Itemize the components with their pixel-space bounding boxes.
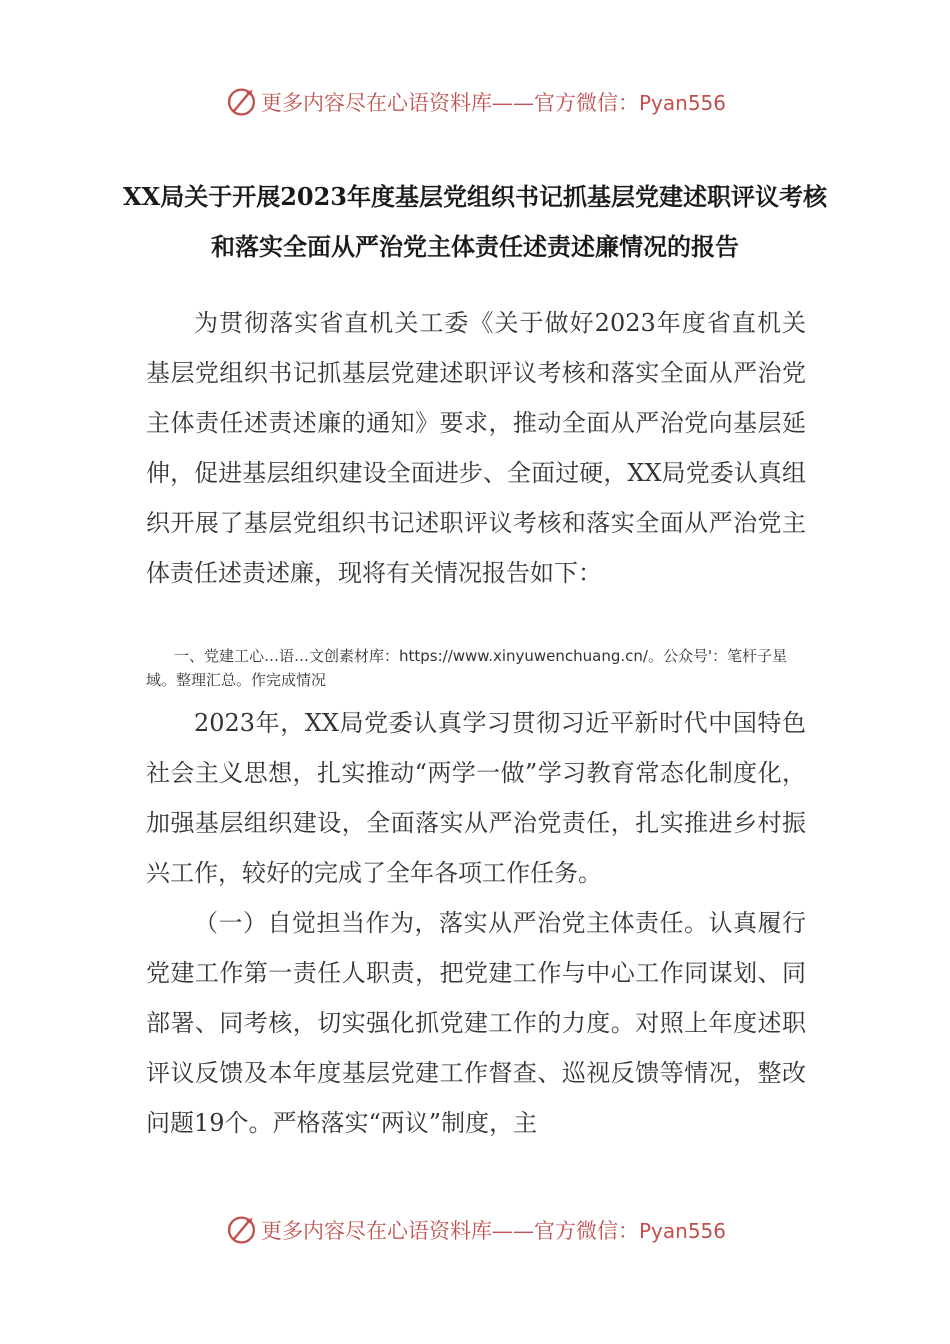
banner-wechat: Pyan556 — [638, 1219, 726, 1243]
header-banner — [226, 82, 726, 122]
pen-logo-icon — [226, 1211, 257, 1249]
paragraph-summary: 2023年，XX局党委认真学习贯彻习近平新时代中国特色社会主义思想，扎实推动“两学一做”学习教育常态化制度化，加强基层组织建设，全面落实从严治党责任，扎实推进乡村振兴工作，较好的完成了全年各项工作任务。 — [146, 709, 806, 887]
banner-wechat: Pyan556 — [638, 91, 726, 115]
paragraph-section-1: （一）自觉担当作为，落实从严治党主体责任。认真履行党建工作第一责任人职责，把党建工作与中心工作同谋划、同部署、同考核，切实强化抓党建工作的力度。对照上年度述职评议反馈及本年度基层党建工作督查、巡视反馈等情况，整改问题19个。严格落实“两议”制度，主 — [146, 909, 806, 1137]
footer-banner — [226, 1210, 726, 1250]
banner-text: 更多内容尽在心语资料库——官方微信：Pyan556 — [260, 1219, 726, 1243]
paragraph-intro: 为贯彻落实省直机关工委《关于做好2023年度省直机关基层党组织书记抓基层党建述职评议考核和落实全面从严治党主体责任述责述廉的通知》要求，推动全面从严治党向基层延伸，促进基层组织建设全面进步、全面过硬，XX局党委认真组织开展了基层党组织书记述职评议考核和落实全面从严治党主体责任述责述廉，现将有关情况报告如下： — [146, 309, 806, 587]
banner-text: 更多内容尽在心语资料库——官方微信：Pyan556 — [260, 91, 726, 115]
document-title: XX局关于开展2023年度基层党组织书记抓基层党建述职评议考核和落实全面从严治党主体责任述责述廉情况的报告 — [122, 182, 828, 261]
watermark-note: 一、党建工心…语…文创素材库：https://www.xinyuwenchuang.cn/。公众号'：笔杆子星域。整理汇总。作完成情况 — [146, 647, 788, 689]
pen-logo-icon — [226, 83, 257, 121]
